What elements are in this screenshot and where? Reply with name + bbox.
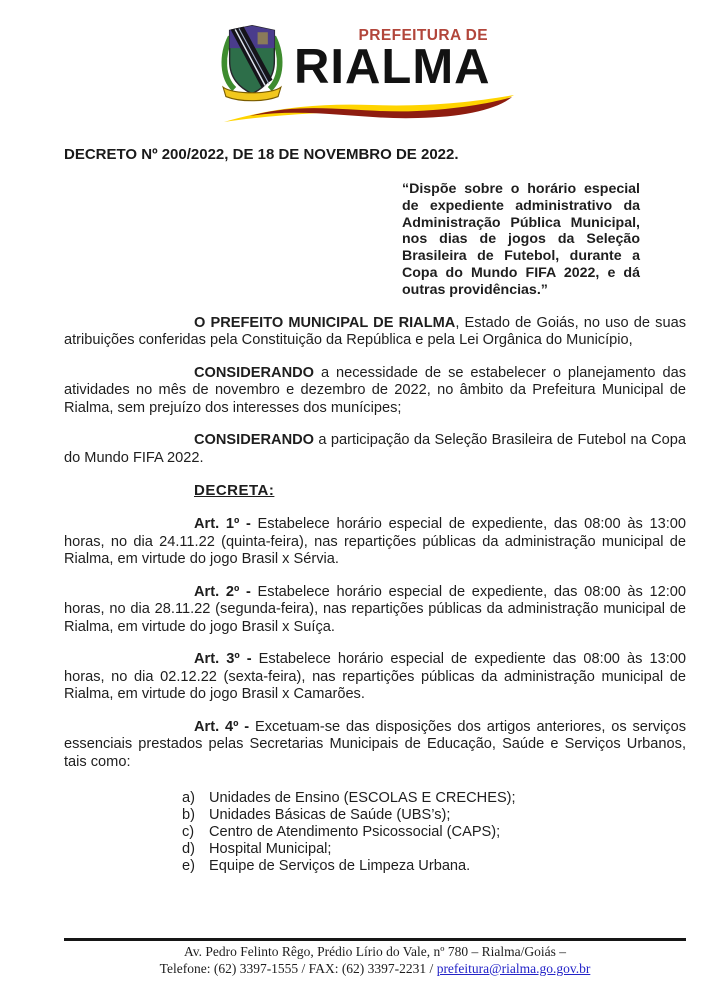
page-footer — [64, 938, 686, 977]
consideration-2-text: a participação da Seleção Brasileira de Futebol na Copa do Mundo FIFA 2022. — [64, 432, 686, 466]
email-link[interactable]: prefeitura@rialma.go.gov.br — [436, 960, 591, 976]
list-item-text: Equipe de Serviços de Limpeza Urbana. — [209, 858, 471, 875]
list-item-text: Centro de Atendimento Psicossocial (CAPS); — [209, 824, 501, 841]
article-3-text: Estabelece horário especial de expediente das 08:00 às 13:00 horas, no dia 02.12.22 (sexta-feira), nas repartições públicas da administração municipal de Rialma, em virtude do jogo Brasil x Camarões. — [64, 651, 686, 703]
article-2-lead: Art. 2º - — [194, 583, 258, 600]
list-item — [182, 807, 686, 824]
list-item-label: d) — [182, 841, 195, 858]
consideration-2-lead: CONSIDERANDO — [194, 432, 314, 449]
article-4-lead: Art. 4º - — [194, 718, 255, 735]
list-item — [182, 790, 686, 807]
consideration-1-text: a necessidade de se estabelecer o planejamento das atividades no mês de novembro e dezembro de 2022, no âmbito da Prefeitura Municipal de Rialma, sem prejuízo dos interesses dos munícipes; — [64, 364, 686, 416]
decree-heading-text: DECRETA: — [194, 482, 275, 500]
agency-label: PREFEITURA DE — [358, 27, 488, 44]
article-4 — [64, 719, 686, 772]
footer-phone-fax: Telefone: (62) 3397-1555 / FAX: (62) 3397-2231 / — [159, 960, 437, 976]
decree-body — [64, 146, 686, 875]
consideration-1-lead: CONSIDERANDO — [194, 364, 314, 381]
consideration-2 — [64, 432, 686, 467]
article-1-lead: Art. 1º - — [194, 516, 258, 533]
list-item-text: Unidades de Ensino (ESCOLAS E CRECHES); — [209, 790, 516, 807]
preamble-lead: O PREFEITO MUNICIPAL DE RIALMA — [194, 314, 456, 331]
article-2 — [64, 584, 686, 637]
article-4-text: Excetuam-se das disposições dos artigos anteriores, os serviços essenciais prestados pelas Secretarias Municipais de Educação, Saúde e Serviços Urbanos, tais como: — [64, 718, 687, 770]
consideration-1 — [64, 365, 686, 418]
article-2-text: Estabelece horário especial de expediente, das 08:00 às 12:00 horas, no dia 28.11.22 (segunda-feira), nas repartições públicas da administração municipal de Rialma, em virtude do jogo Brasil x Suíça. — [64, 583, 686, 635]
article-3 — [64, 651, 686, 704]
list-item-label: a) — [182, 790, 195, 807]
article-1 — [64, 516, 686, 569]
city-name: RIALMA — [294, 40, 491, 94]
list-item-text: Hospital Municipal; — [209, 841, 332, 858]
letterhead — [0, 0, 726, 132]
article-1-text: Estabelece horário especial de expediente, das 08:00 às 13:00 horas, no dia 24.11.22 (quinta-feira), nas repartições públicas da administração municipal de Rialma, em virtude do jogo Brasil x Sérvia. — [64, 516, 686, 568]
preamble-text: , Estado de Goiás, no uso de suas atribuições conferidas pela Constituição da República e pela Lei Orgânica do Município, — [64, 314, 686, 349]
rialma-coat-of-arms-icon — [217, 22, 287, 104]
preamble-paragraph — [64, 315, 686, 350]
list-item — [182, 841, 686, 858]
swoosh-ribbon-icon — [222, 93, 516, 125]
exception-list — [182, 790, 686, 875]
list-item-label: c) — [182, 824, 195, 841]
list-item-label: b) — [182, 807, 195, 824]
decree-title: DECRETO Nº 200/2022, DE 18 DE NOVEMBRO DE 2022. — [64, 146, 459, 163]
decree-heading — [194, 482, 686, 499]
article-3-lead: Art. 3º - — [194, 651, 259, 668]
list-item — [182, 824, 686, 841]
list-item-label: e) — [182, 858, 195, 875]
footer-contact — [64, 961, 686, 978]
epigraph: “Dispõe sobre o horário especial de expediente administrativo da Administração Pública Municipal, nos dias de jogos da Seleção Brasileira de Futebol, durante a Copa do Mundo FIFA 2022, e dá outras providências.” — [402, 181, 640, 298]
list-item — [182, 858, 686, 875]
list-item-text: Unidades Básicas de Saúde (UBS’s); — [209, 807, 451, 824]
footer-address: Av. Pedro Felinto Rêgo, Prédio Lírio do Vale, nº 780 – Rialma/Goiás – — [184, 944, 566, 959]
